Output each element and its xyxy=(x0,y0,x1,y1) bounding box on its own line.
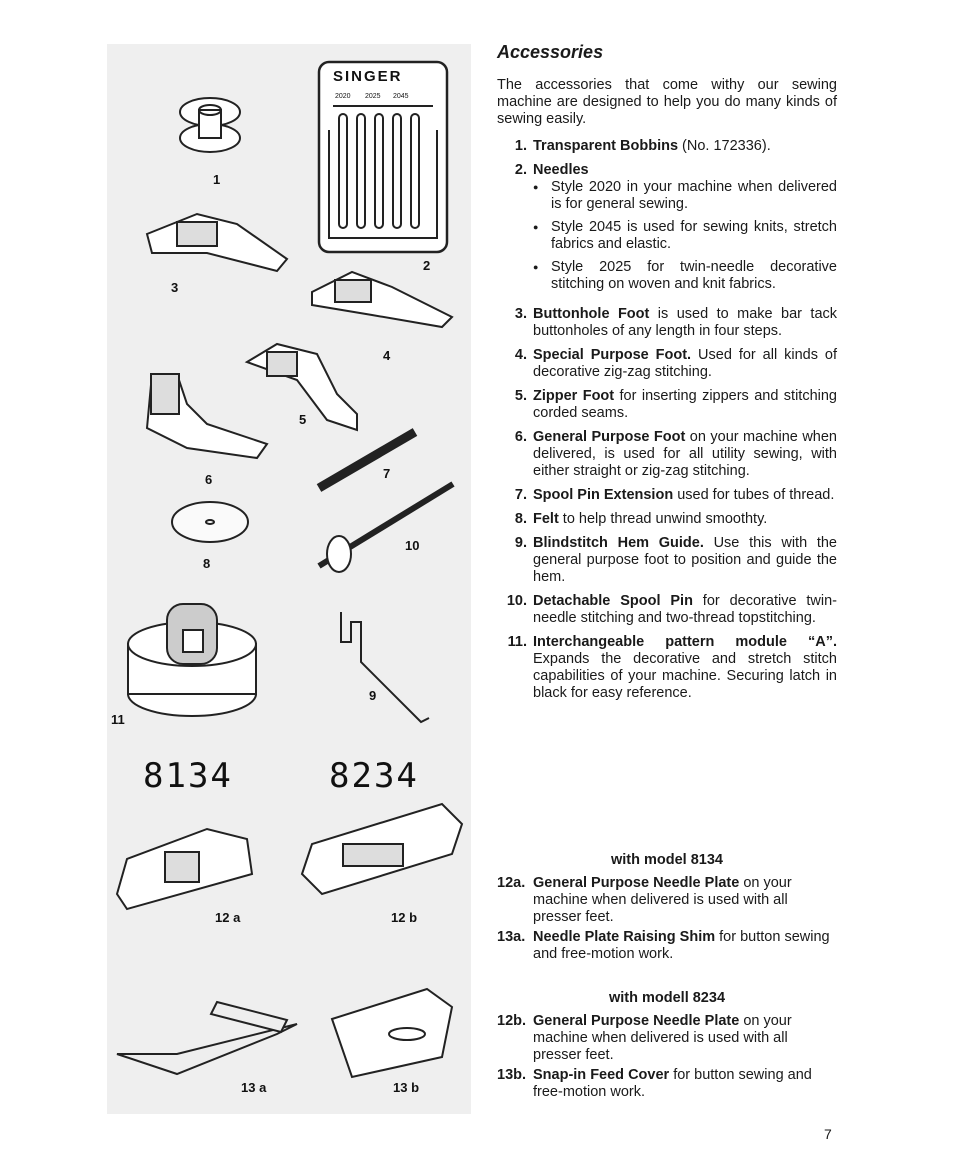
list-item xyxy=(497,347,837,381)
item-title: Interchangeable pattern module “A”. xyxy=(533,634,837,650)
needle-style-2020: 2020 xyxy=(335,93,351,100)
item-title: Needle Plate Raising Shim xyxy=(533,929,716,945)
needle-style-2045: 2045 xyxy=(393,93,409,100)
item-text: used for tubes of thread. xyxy=(673,487,835,503)
bullet-item xyxy=(533,259,837,293)
item-text: Expands the decorative and stretch stitch capabilities of your machine. Securing latch in black for easy reference. xyxy=(533,651,837,701)
accessories-illustration xyxy=(107,44,471,1114)
label-8: 8 xyxy=(203,556,211,571)
item-number: 8. xyxy=(514,511,527,527)
item-title: General Purpose Needle Plate xyxy=(533,1013,740,1029)
detachable-spool-pin-icon xyxy=(319,484,453,572)
item-text: for button sewing and free-motion work. xyxy=(533,929,830,962)
list-item xyxy=(497,1013,837,1064)
felt-icon xyxy=(172,502,248,542)
item-number: 9. xyxy=(514,535,527,551)
needle-plate-a-icon xyxy=(117,829,252,909)
singer-brand-text: SINGER xyxy=(333,68,403,85)
item-title: General Purpose Needle Plate xyxy=(533,875,740,891)
item-number: 13b. xyxy=(497,1067,527,1083)
item-title: Transparent Bobbins xyxy=(533,138,679,154)
list-item xyxy=(497,162,837,299)
buttonhole-foot-icon xyxy=(147,214,287,271)
list-item xyxy=(497,429,837,480)
list-item xyxy=(497,487,837,504)
needle-plate-b-icon xyxy=(302,804,462,894)
item-number: 12b. xyxy=(497,1013,527,1029)
item-text: for decorative twin-needle stitching and two-thread topstitching. xyxy=(533,593,837,626)
item-text: (No. 172336). xyxy=(678,138,771,154)
label-1: 1 xyxy=(213,172,221,187)
special-purpose-foot-icon xyxy=(312,272,452,327)
item-number: 11. xyxy=(507,634,527,650)
list-item xyxy=(497,388,837,422)
item-text: for inserting zippers and stitching corded seams. xyxy=(533,388,837,421)
item-text: on your machine when delivered is used with all presser feet. xyxy=(533,1013,792,1063)
model-code-8134: 8134 xyxy=(143,756,233,796)
item-title: Felt xyxy=(533,511,559,527)
list-item xyxy=(497,875,837,926)
model-code-8234: 8234 xyxy=(329,756,419,796)
label-12a: 12 a xyxy=(215,910,241,925)
general-purpose-foot-icon xyxy=(147,374,267,458)
list-item xyxy=(497,593,837,627)
item-title: Zipper Foot xyxy=(533,388,615,404)
needle-pack-icon xyxy=(319,62,447,252)
list-item xyxy=(497,511,837,528)
label-5: 5 xyxy=(299,412,307,427)
label-13b: 13 b xyxy=(393,1080,420,1095)
list-item xyxy=(497,535,837,586)
list-item xyxy=(497,1067,837,1101)
label-10: 10 xyxy=(405,538,420,553)
blindstitch-hem-guide-icon xyxy=(341,612,429,722)
intro-paragraph: The accessories that come withy our sewing machine are designed to help you do many kinds of sewing easily. xyxy=(497,77,837,127)
item-text: Used for all kinds of decorative zig-zag stitching. xyxy=(533,347,837,380)
model-8134-section xyxy=(497,852,837,966)
bobbin-icon xyxy=(180,98,240,152)
item-title: Spool Pin Extension xyxy=(533,487,674,503)
label-13a: 13 a xyxy=(241,1080,267,1095)
label-11: 11 xyxy=(111,712,125,727)
item-number: 7. xyxy=(514,487,527,503)
item-text: Use this with the general purpose foot to position and guide the hem. xyxy=(533,535,837,585)
item-number: 13a. xyxy=(497,929,526,945)
bullet-icon xyxy=(533,259,551,293)
label-9: 9 xyxy=(369,688,377,703)
item-number: 12a. xyxy=(497,875,526,891)
label-2: 2 xyxy=(423,258,431,273)
item-text: is used to make bar tack buttonholes of any length in four steps. xyxy=(533,306,838,339)
model-8234-section xyxy=(497,990,837,1104)
list-item xyxy=(497,929,837,963)
item-number: 5. xyxy=(514,388,527,404)
section-heading: with model 8134 xyxy=(610,852,723,868)
page-number: 7 xyxy=(824,1126,832,1142)
item-title: Blindstitch Hem Guide. xyxy=(533,535,704,551)
spool-pin-extension-icon xyxy=(319,432,415,488)
bullet-item xyxy=(533,219,837,253)
item-number: 1. xyxy=(514,138,527,154)
bullet-icon xyxy=(533,219,551,253)
item-title: Needles xyxy=(533,162,589,178)
label-7: 7 xyxy=(383,466,391,481)
bullet-text: Style 2045 is used for sewing knits, stretch fabrics and elastic. xyxy=(551,219,837,252)
feed-cover-icon xyxy=(332,989,452,1077)
accessories-drawing xyxy=(107,44,471,1114)
accessories-text xyxy=(497,44,837,709)
bullet-text: Style 2020 in your machine when delivered is for general sewing. xyxy=(551,179,837,212)
needle-style-2025: 2025 xyxy=(365,93,381,100)
item-number: 6. xyxy=(514,429,527,445)
raising-shim-icon xyxy=(117,1002,297,1074)
label-4: 4 xyxy=(383,348,391,363)
bullet-text: Style 2025 for twin-needle decorative stitching on woven and knit fabrics. xyxy=(551,259,837,292)
label-3: 3 xyxy=(171,280,179,295)
bullet-icon xyxy=(533,179,551,213)
item-number: 3. xyxy=(514,306,527,322)
item-text: on your machine when delivered, is used for all utility sewing, with either straight or zig-zag stitching. xyxy=(533,429,837,479)
item-text: for button sewing and free-motion work. xyxy=(533,1067,812,1100)
label-12b: 12 b xyxy=(391,910,418,925)
item-text: to help thread unwind smoothty. xyxy=(558,511,768,527)
item-title: Detachable Spool Pin xyxy=(533,593,693,609)
page-title: Accessories xyxy=(497,42,604,62)
pattern-module-icon xyxy=(128,604,256,716)
item-text: on your machine when delivered is used with all presser feet. xyxy=(533,875,792,925)
bullet-item xyxy=(533,179,837,213)
list-item xyxy=(497,138,837,155)
item-title: Buttonhole Foot xyxy=(533,306,650,322)
item-number: 10. xyxy=(506,593,527,609)
item-title: Snap-in Feed Cover xyxy=(533,1067,670,1083)
list-item xyxy=(497,634,837,702)
item-number: 4. xyxy=(514,347,527,363)
item-number: 2. xyxy=(514,162,527,178)
label-6: 6 xyxy=(205,472,213,487)
section-heading: with modell 8234 xyxy=(608,990,726,1006)
item-title: General Purpose Foot xyxy=(533,429,686,445)
item-title: Special Purpose Foot. xyxy=(533,347,692,363)
list-item xyxy=(497,306,837,340)
